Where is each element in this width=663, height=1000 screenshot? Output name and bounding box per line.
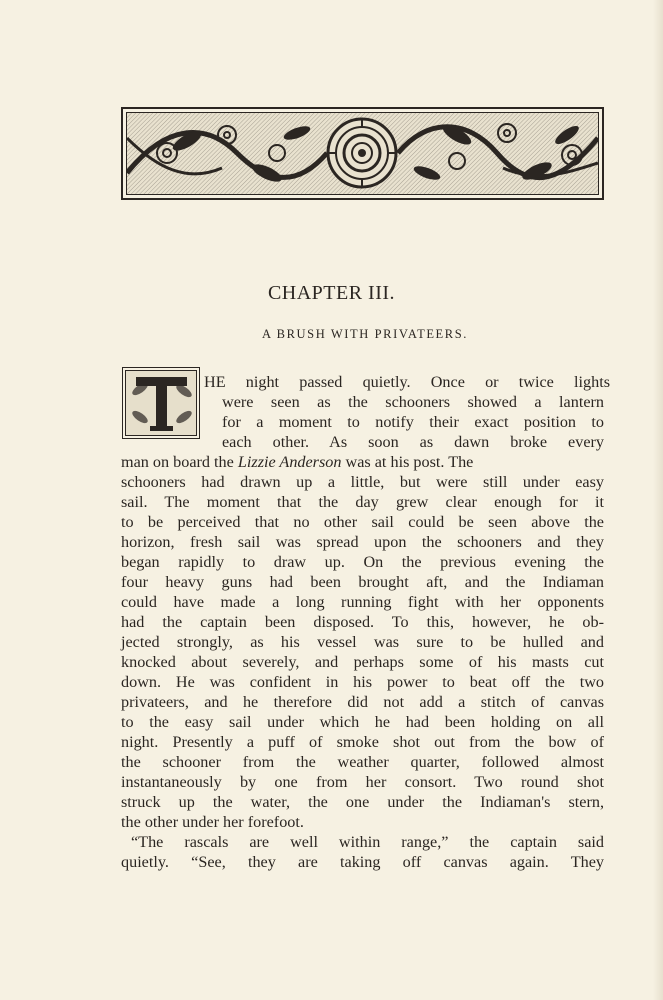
drop-cap-t xyxy=(122,367,200,439)
body-line-19: night. Presently a puff of smoke shot out from the bow of xyxy=(121,733,604,751)
body-line-17: privateers, and he therefore did not add a stitch of canvas xyxy=(121,693,604,711)
body-line-1: HE night passed quietly. Once or twice lights xyxy=(204,373,610,391)
body-line-25: quietly. “See, they are taking off canvas again. They xyxy=(121,853,604,871)
body-line-16: down. He was confident in his power to beat off the two xyxy=(121,673,604,691)
ship-name: Lizzie Anderson xyxy=(237,453,342,471)
body-line-11: four heavy guns had been brought aft, and the Indiaman xyxy=(121,573,604,591)
body-line-4: each other. As soon as dawn broke every xyxy=(222,433,604,451)
page-edge-shadow xyxy=(653,0,663,1000)
body-line-15: knocked about severely, and perhaps some of his masts cut xyxy=(121,653,604,671)
body-line-3: for a moment to notify their exact position to xyxy=(222,413,604,431)
body-line-10: began rapidly to draw up. On the previous evening the xyxy=(121,553,604,571)
body-line-5-start: man on board the xyxy=(121,453,234,471)
ornamental-headpiece xyxy=(121,107,604,200)
body-line-24: “The rascals are well within range,” the captain said xyxy=(131,833,604,851)
body-line-9: horizon, fresh sail was spread upon the schooners and they xyxy=(121,533,604,551)
body-line-6: schooners had drawn up a little, but were still under easy xyxy=(121,473,604,491)
body-line-20: the schooner from the weather quarter, followed almost xyxy=(121,753,604,771)
body-line-14: jected strongly, as his vessel was sure to be hulled and xyxy=(121,633,604,651)
body-line-13: had the captain been disposed. To this, however, he ob- xyxy=(121,613,604,631)
body-line-5 xyxy=(121,452,604,472)
body-line-21: instantaneously by one from her consort. Two round shot xyxy=(121,773,604,791)
chapter-title: CHAPTER III. xyxy=(267,282,396,304)
body-line-12: could have made a long running fight with her opponents xyxy=(121,593,604,611)
body-line-2: were seen as the schooners showed a lantern xyxy=(222,393,604,411)
body-line-5-end: was at his post. The xyxy=(345,453,474,471)
body-line-23: the other under her forefoot. xyxy=(121,813,304,831)
body-line-8: to be perceived that no other sail could be seen above the xyxy=(121,513,604,531)
body-line-7: sail. The moment that the day grew clear enough for it xyxy=(121,493,604,511)
body-line-22: struck up the water, the one under the Indiaman's stern, xyxy=(121,793,604,811)
chapter-subtitle: A BRUSH WITH PRIVATEERS. xyxy=(261,327,469,341)
body-line-18: to the easy sail under which he had been holding on all xyxy=(121,713,604,731)
